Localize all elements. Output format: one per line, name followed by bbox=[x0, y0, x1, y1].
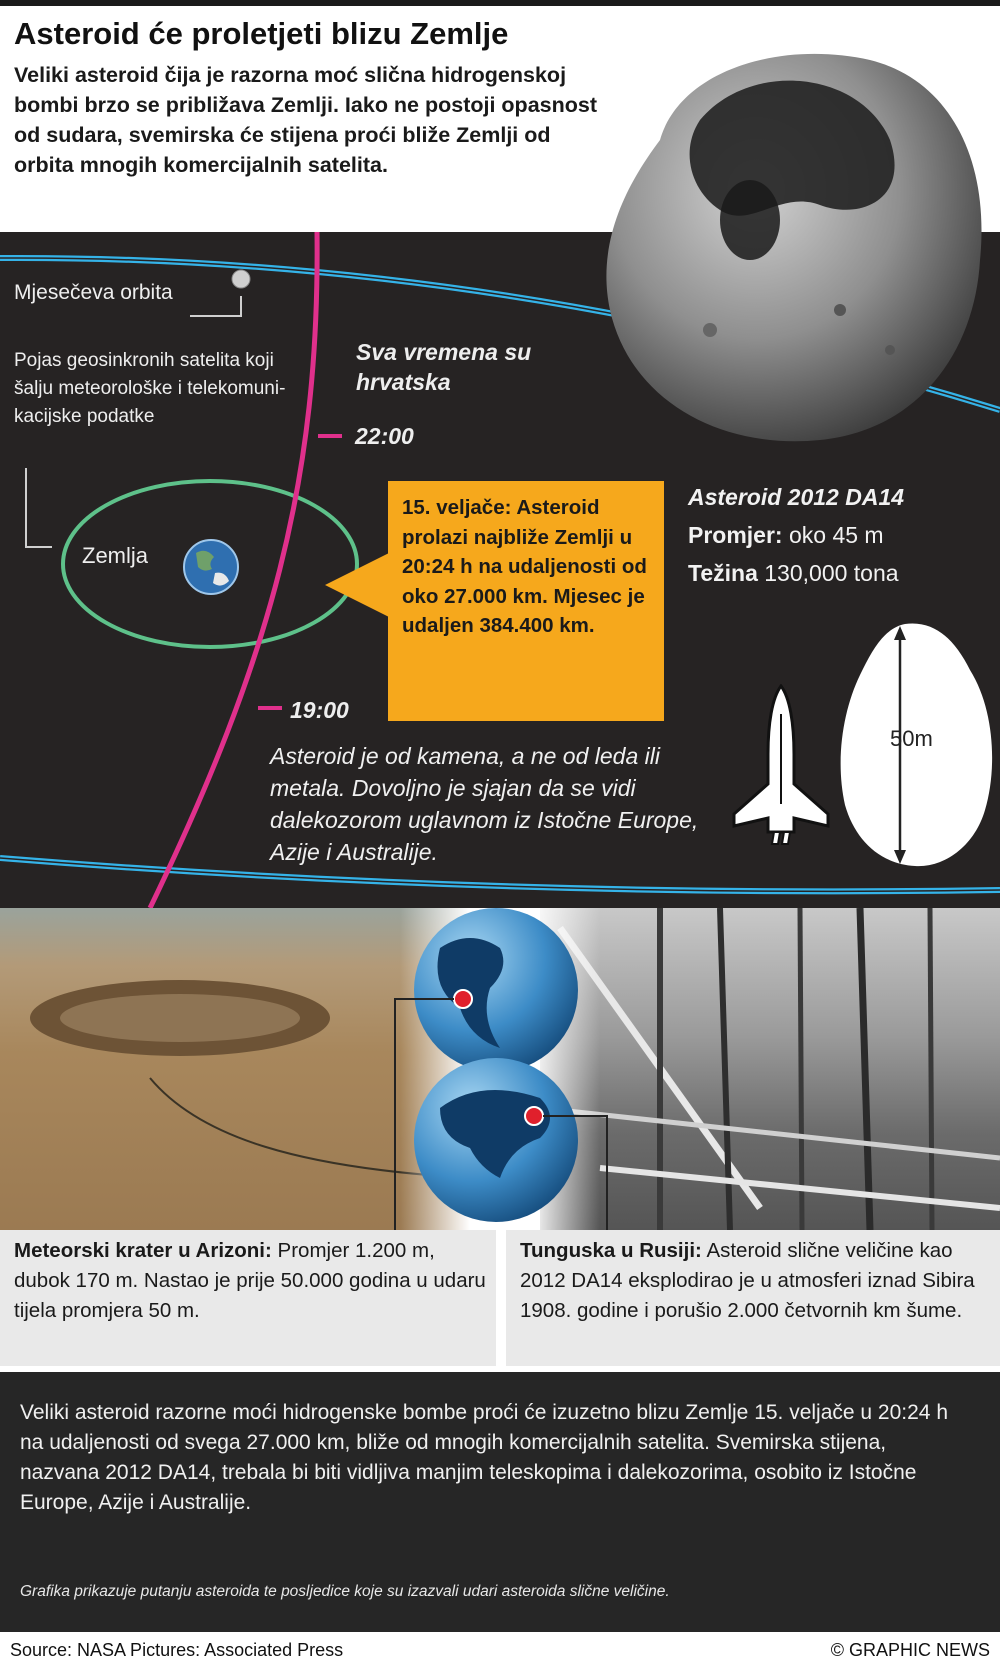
arizona-marker bbox=[454, 990, 472, 1008]
intro-text: Veliki asteroid čija je razorna moć slična hidrogenskoj bombi brzo se približava Zemlji. Iako ne postoji opasnost od sudara, svemirska će stijena proći bliže Zemlji od orbita mnogih komercijalnih satelita. bbox=[14, 63, 597, 177]
times-note: Sva vremena su hrvatska bbox=[356, 339, 532, 395]
asteroid-image bbox=[590, 30, 990, 450]
tunguska-caption-text: Asteroid slične veličine kao 2012 DA14 eksplodirao je u atmosferi iznad Sibira 1908. godine i porušio 2.000 četvornih km šume. bbox=[520, 1239, 975, 1322]
time-2200-label: 22:00 bbox=[355, 423, 414, 449]
tunguska-caption bbox=[506, 1230, 1000, 1366]
globe-americas-icon bbox=[414, 908, 578, 1072]
scale-50m-label: 50m bbox=[890, 726, 933, 751]
moon-icon bbox=[232, 270, 250, 288]
arizona-caption-title: Meteorski krater u Arizoni: bbox=[14, 1239, 272, 1262]
asteroid-name: Asteroid 2012 DA14 bbox=[688, 484, 905, 510]
impact-photos bbox=[0, 908, 1000, 1230]
moon-leader-line bbox=[190, 296, 241, 316]
asteroid-description: Asteroid je od kamena, a ne od leda ili metala. Dovoljno je sjajan da se vidi dalekozorom uglavnom iz Istočne Europe, Azije i Australije. bbox=[270, 743, 699, 865]
diameter-row bbox=[688, 516, 988, 554]
callout-pointer bbox=[325, 553, 389, 617]
summary-panel bbox=[0, 1372, 1000, 1632]
source-credit: Source: NASA Pictures: Associated Press bbox=[10, 1640, 344, 1660]
diameter-value: oko 45 m bbox=[788, 522, 884, 548]
graphic-note: Grafika prikazuje putanju asteroida te posljedice koje su izazvali udari asteroida slične veličine. bbox=[20, 1583, 670, 1600]
summary-text: Veliki asteroid razorne moći hidrogenske bombe proći će izuzetno blizu Zemlje 15. veljače u 20:24 h na udaljenosti od svega 27.000 km, bliže od mnogih komercijalnih satelita. Svemirska stijena, nazvana 2012 DA14, trebala bi biti vidljiva manjim teleskopima i dalekozorima, osobito iz Istočne Europe, Azije i Australije. bbox=[20, 1401, 948, 1514]
weight-label: Težina bbox=[688, 560, 758, 586]
page-title: Asteroid će proletjeti blizu Zemlje bbox=[14, 16, 509, 51]
tunguska-marker bbox=[525, 1107, 543, 1125]
earth-label: Zemlja bbox=[82, 543, 149, 568]
closest-approach-callout: 15. veljače: Asteroid prolazi najbliže Zemlji u 20:24 h na udaljenosti od oko 27.000 km. Mjesec je udaljen 384.400 km. bbox=[388, 481, 664, 721]
weight-value: 130,000 tona bbox=[764, 560, 899, 586]
impact-captions bbox=[0, 1230, 1000, 1370]
geo-belt-label: Pojas geosinkronih satelita koji šalju meteorološke i telekomuni-kacijske podatke bbox=[14, 350, 286, 427]
asteroid-facts bbox=[688, 478, 988, 592]
diameter-label: Promjer: bbox=[688, 522, 783, 548]
footer bbox=[0, 1632, 1000, 1668]
arizona-caption-text: Promjer 1.200 m, dubok 170 m. Nastao je prije 50.000 godina u udaru tijela promjera 50 m. bbox=[14, 1239, 486, 1322]
time-1900-label: 19:00 bbox=[290, 697, 349, 723]
arizona-caption bbox=[0, 1230, 496, 1366]
globes-overlay bbox=[0, 908, 1000, 1230]
graphic-news-credit: © GRAPHIC NEWS bbox=[830, 1640, 990, 1660]
geo-leader-line bbox=[26, 468, 52, 547]
moon-orbit-label: Mjesečeva orbita bbox=[14, 281, 173, 304]
tunguska-caption-title: Tunguska u Rusiji: bbox=[520, 1239, 702, 1262]
space-shuttle-icon bbox=[728, 684, 834, 852]
weight-row bbox=[688, 554, 988, 592]
